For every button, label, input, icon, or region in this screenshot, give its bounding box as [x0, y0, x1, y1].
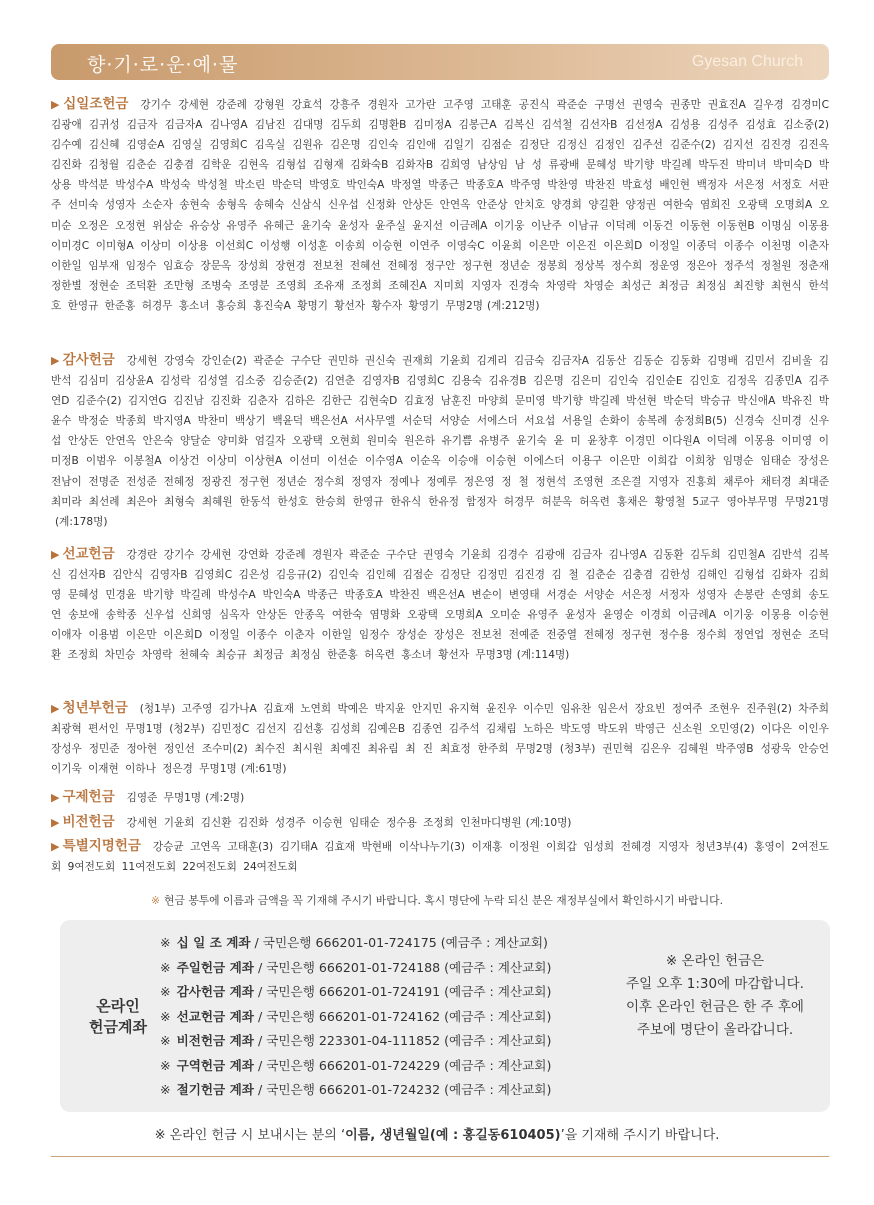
account-row: ※ 비전헌금 계좌 / 국민은행 223301-04-111852 (예금주 : 계산교회) — [160, 1033, 552, 1048]
online-giving-instruction: ※ 온라인 헌금 시 보내시는 분의 ‘이름, 생년월일(예 : 홍길동610405)’을 기재해 주시기 바랍니다. — [154, 1128, 720, 1143]
relief-heading: ▶ 구제헌금 — [51, 789, 115, 805]
online-accounts-box — [60, 920, 830, 1112]
account-row: ※ 선교헌금 계좌 / 국민은행 666201-01-724162 (예금주 : 계산교회) — [160, 1008, 552, 1024]
thanks-names: 강세현 강영숙 강인순(2) 곽준순 구수단 권민하 권신숙 권재희 기윤희 김계리 김금숙 김금자A 김동산 김동순 김동화 김명배 김민서 김비울 김반석 김심미 김상윤A 김성락 김성열 김소중 김승준(2) 김연춘 김영자B 김영희C 김용숙 김유경B 김은명 김은미 김인숙 김인순E 김인호 김정옥 김종민A 김주연D 김준수(2) 김지연G 김진남 김진화 김춘자 김하은 김한근 김현숙D 김효정 남훈진 마양희 문미영 박기향 박길례 박선현 박순덕 박승규 박신애A 박유진 박윤수 박정순 박종희 박지영A 박찬미 백상기 백윤덕 백은선A 서사무엘 서순덕 서양순 서에스더 서요섭 서용일 손화이 송복례 송정희B(5) 신경숙 신미경 신우섭 안상돈 안연옥 안은숙 양달순 양미화 엄길자 오광택 오현희 원미숙 원은하 유기쁨 유병주 윤기숙 윤 미 윤창후 이경민 이다원A 이덕례 이몽용 이미영 이미정B 이범우 이봉철A 이상건 이상미 이상현A 이선미 이선순 이수영A 이순옥 이승애 이승현 이에스더 이용구 이은만 이희갑 이희창 임명순 임태순 장성은 전남이 전명준 전성준 전혜정 정광진 정구현 정년순 정수희 정영자 정예나 정예루 정은영 정 철 정현석 조영현 조은결 지영자 진홍희 채루아 채터경 최대준 최미라 최선례 최은아 최형숙 최혜원 한동석 한성호 한승희 한영규 한유식 한유정 함정자 허경무 허분옥 허옥련 홍채은 황영철 5교구 영아부무명 무명21명 — [51, 355, 829, 508]
relief-total: (계:2명) — [205, 792, 245, 804]
tithe-total: (계:212명) — [486, 299, 540, 312]
triangle-bullet-icon: ▶ — [51, 548, 60, 561]
relief-section — [51, 787, 829, 808]
triangle-bullet-icon: ▶ — [51, 840, 60, 853]
nonbudget-heading: ▶ 비전헌금 — [51, 814, 115, 830]
mission-section — [51, 544, 829, 666]
tithe-names: 강기수 강세현 강준례 강형원 강효석 강흥주 경원자 고가란 고주영 고태훈 공진식 곽준순 구명선 권영숙 권종만 권효진A 길우경 김경미C 김광애 김귀성 김금자 김금자A 김나영A 김남진 김대명 김두희 김명환B 김미정A 김봉근A 김복신 김석철 김선자B 김선정A 김성용 김성주 김성효 김소중(2) 김수예 김신혜 김영순A 김영실 김영희C 김옥실 김원유 김은명 김인숙 김인애 김일기 김점순 김정단 김정신 김정인 김주선 김준수(2) 김지선 김진경 김진옥 김진화 김청월 김춘순 김충겸 김학운 김현옥 김형섭 김형재 김화숙B 김화자B 김희영 남상임 남 성 류광배 문혜성 박기향 박길례 박두진 박미녀 박미숙D 박상용 박석분 박성수A 박성숙 박성철 박소린 박순덕 박영호 박인숙A 박정열 박종근 박종호A 박주영 박찬영 박찬진 박효성 배인현 백정자 서은정 서정호 서판주 선미숙 성영자 소순자 송현숙 송형옥 송혜숙 신삼식 신우섭 신정화 안상돈 안연옥 안준상 안치호 양경희 양길환 양정권 여한숙 염희진 오광택 오명희A 오미순 오정은 오정현 위삼순 유승상 유영주 유혜근 윤기숙 윤성자 윤주실 윤지선 이금례A 이기웅 이난주 이남규 이덕례 이동건 이동현 이동현B 이명심 이몽용 이미경C 이미형A 이상미 이상용 이선희C 이성행 이성훈 이송희 이승현 이연주 이영숙C 이윤희 이은만 이은진 이은희D 이정일 이종덕 이종수 이천명 이춘자 이한일 임부재 임정수 임효승 장문옥 장성희 장현경 전보천 전혜선 전혜정 정구안 정구현 정년순 정봉희 정상복 정수희 정운영 정은아 정주석 정철원 정춘재 정한별 정현순 조덕환 조만형 조병숙 조영분 조영희 조유재 조정희 조혜진A 지미희 지영자 진경숙 차영락 차영순 최성근 최정금 최정심 최진향 최현식 한석호 한영규 한준홍 허경무 홍소녀 홍승희 홍진숙A 황명기 황선자 황수자 황영기 무명2명 — [51, 99, 829, 312]
triangle-bullet-icon: ▶ — [51, 816, 60, 829]
notice-text: 현금 봉투에 이름과 금액을 꼭 기재해 주시기 바랍니다. 혹시 명단에 누락 되신 분은 재정부실에서 확인하시기 바랍니다. — [164, 894, 724, 907]
page-header-banner — [51, 44, 829, 80]
mission-names: 강경란 강기수 강세현 강연화 강준례 경원자 곽준순 구수단 권영숙 기윤희 김경수 김광애 김금자 김나영A 김동환 김두희 김민철A 김반석 김복신 김선자B 김안식 김영자B 김영희C 김은성 김응규(2) 김인숙 김인혜 김점순 김정단 김정민 김진경 김 철 김춘순 김충겸 김한성 김해인 김형섭 김화자 김희영 문혜성 민경윤 박기향 박길례 박성수A 박인숙A 박종근 박종호A 박찬진 백은선A 변순이 변영태 서경순 서양순 서은정 서정자 성영자 손봉란 손영희 송도연 송보애 송학종 신우섭 신희영 심옥자 안상돈 안종옥 여한숙 염명화 오광택 오명희A 오미순 유영주 윤성자 윤영순 이경희 이금례A 이기웅 이몽용 이승현 이애자 이용범 이은만 이은희D 이정일 이종수 이춘자 이한일 임정수 장성순 장성은 전보천 전예준 전중열 전혜정 정구현 정수용 정수희 정연업 정현순 조덕환 조정희 차민승 차영락 천혜숙 최승규 최정금 최정심 한준홍 허옥련 홍소녀 황선자 무명3명 — [51, 549, 829, 662]
account-row: ※ 십 일 조 계좌 / 국민은행 666201-01-724175 (예금주 : 계산교회) — [160, 935, 548, 950]
reference-mark-icon: ※ — [150, 894, 161, 907]
page-title: 향·기·로·운·예·물 — [87, 54, 239, 76]
designated-names: 강승균 고연옥 고태훈(3) 김기태A 김효재 박현배 이삭나누기(3) 이재홍 이정원 이희갑 임성희 전혜경 지영자 청년3부(4) 홍영이 2여전도회 9여전도회 11여전도회 22여전도회 24여전도회 — [51, 841, 829, 874]
account-row: ※ 주일헌금 계좌 / 국민은행 666201-01-724188 (예금주 : 계산교회) — [160, 959, 552, 975]
offering-notice — [0, 893, 874, 908]
youth-section — [51, 698, 829, 779]
thanks-total: (계:178명) — [55, 515, 108, 528]
tithe-heading: ▶ 십일조헌금 — [51, 96, 129, 112]
nonbudget-total: (계:10명) — [525, 817, 572, 829]
triangle-bullet-icon: ▶ — [51, 791, 60, 804]
youth-heading: ▶ 청년부헌금 — [51, 700, 128, 716]
account-row: ※ 절기헌금 계좌 / 국민은행 666201-01-724232 (예금주 : 계산교회) — [160, 1082, 552, 1097]
thanks-heading: ▶ 감사헌금 — [51, 352, 115, 368]
church-name: Gyesan Church — [691, 53, 803, 70]
nonbudget-names: 강세현 기윤희 김신환 김진화 성경주 이승현 임태순 정수용 조정희 인천마디병원 — [126, 817, 522, 829]
youth-names: (청1부) 고주영 김가나A 김효재 노연희 박예은 박지윤 안지민 유지혁 윤진우 이수민 임유찬 임은서 장요빈 정여주 조현우 진주원(2) 차주희 최광혁 편서인 무명1명 (청2부) 김민정C 김선지 김선홍 김성희 김예은B 김종연 김주석 김채림 노하은 박도영 박도위 박영근 신소원 오민영(2) 이다은 이인우 장성우 정민준 정아현 정인선 조수미(2) 최수진 최시원 최예진 최유림 최 진 최효정 한주희 무명2명 (청3부) 권민혁 김은우 김혜원 박주영B 성광욱 안승언 이기욱 이재현 이하나 정은경 무명1명 — [51, 703, 829, 776]
mission-heading: ▶ 선교헌금 — [51, 546, 115, 562]
mission-total: (계:114명) — [516, 649, 570, 662]
triangle-bullet-icon: ▶ — [51, 702, 60, 715]
online-accounts-label: 온라인 헌금계좌 — [89, 997, 147, 1036]
youth-total: (계:61명) — [240, 763, 287, 776]
online-deadline-note: ※ 온라인 헌금은 주일 오후 1:30에 마감합니다. 이후 온라인 헌금은 한 주 후에 주보에 명단이 올라갑니다. — [626, 953, 804, 1038]
triangle-bullet-icon: ▶ — [51, 354, 60, 367]
thanks-section — [51, 350, 829, 532]
nonbudget-section — [51, 812, 829, 833]
designated-heading: ▶ 특별지명헌금 — [51, 838, 141, 854]
account-row: ※ 감사헌금 계좌 / 국민은행 666201-01-724191 (예금주 : 계산교회) — [160, 984, 552, 999]
designated-section — [51, 836, 829, 877]
relief-names: 김영준 무명1명 — [126, 792, 202, 804]
triangle-bullet-icon: ▶ — [51, 98, 61, 111]
bottom-divider — [51, 1156, 829, 1157]
account-list — [160, 932, 615, 1104]
tithe-section — [51, 94, 829, 316]
account-row: ※ 구역헌금 계좌 / 국민은행 666201-01-724229 (예금주 : 계산교회) — [160, 1057, 552, 1073]
